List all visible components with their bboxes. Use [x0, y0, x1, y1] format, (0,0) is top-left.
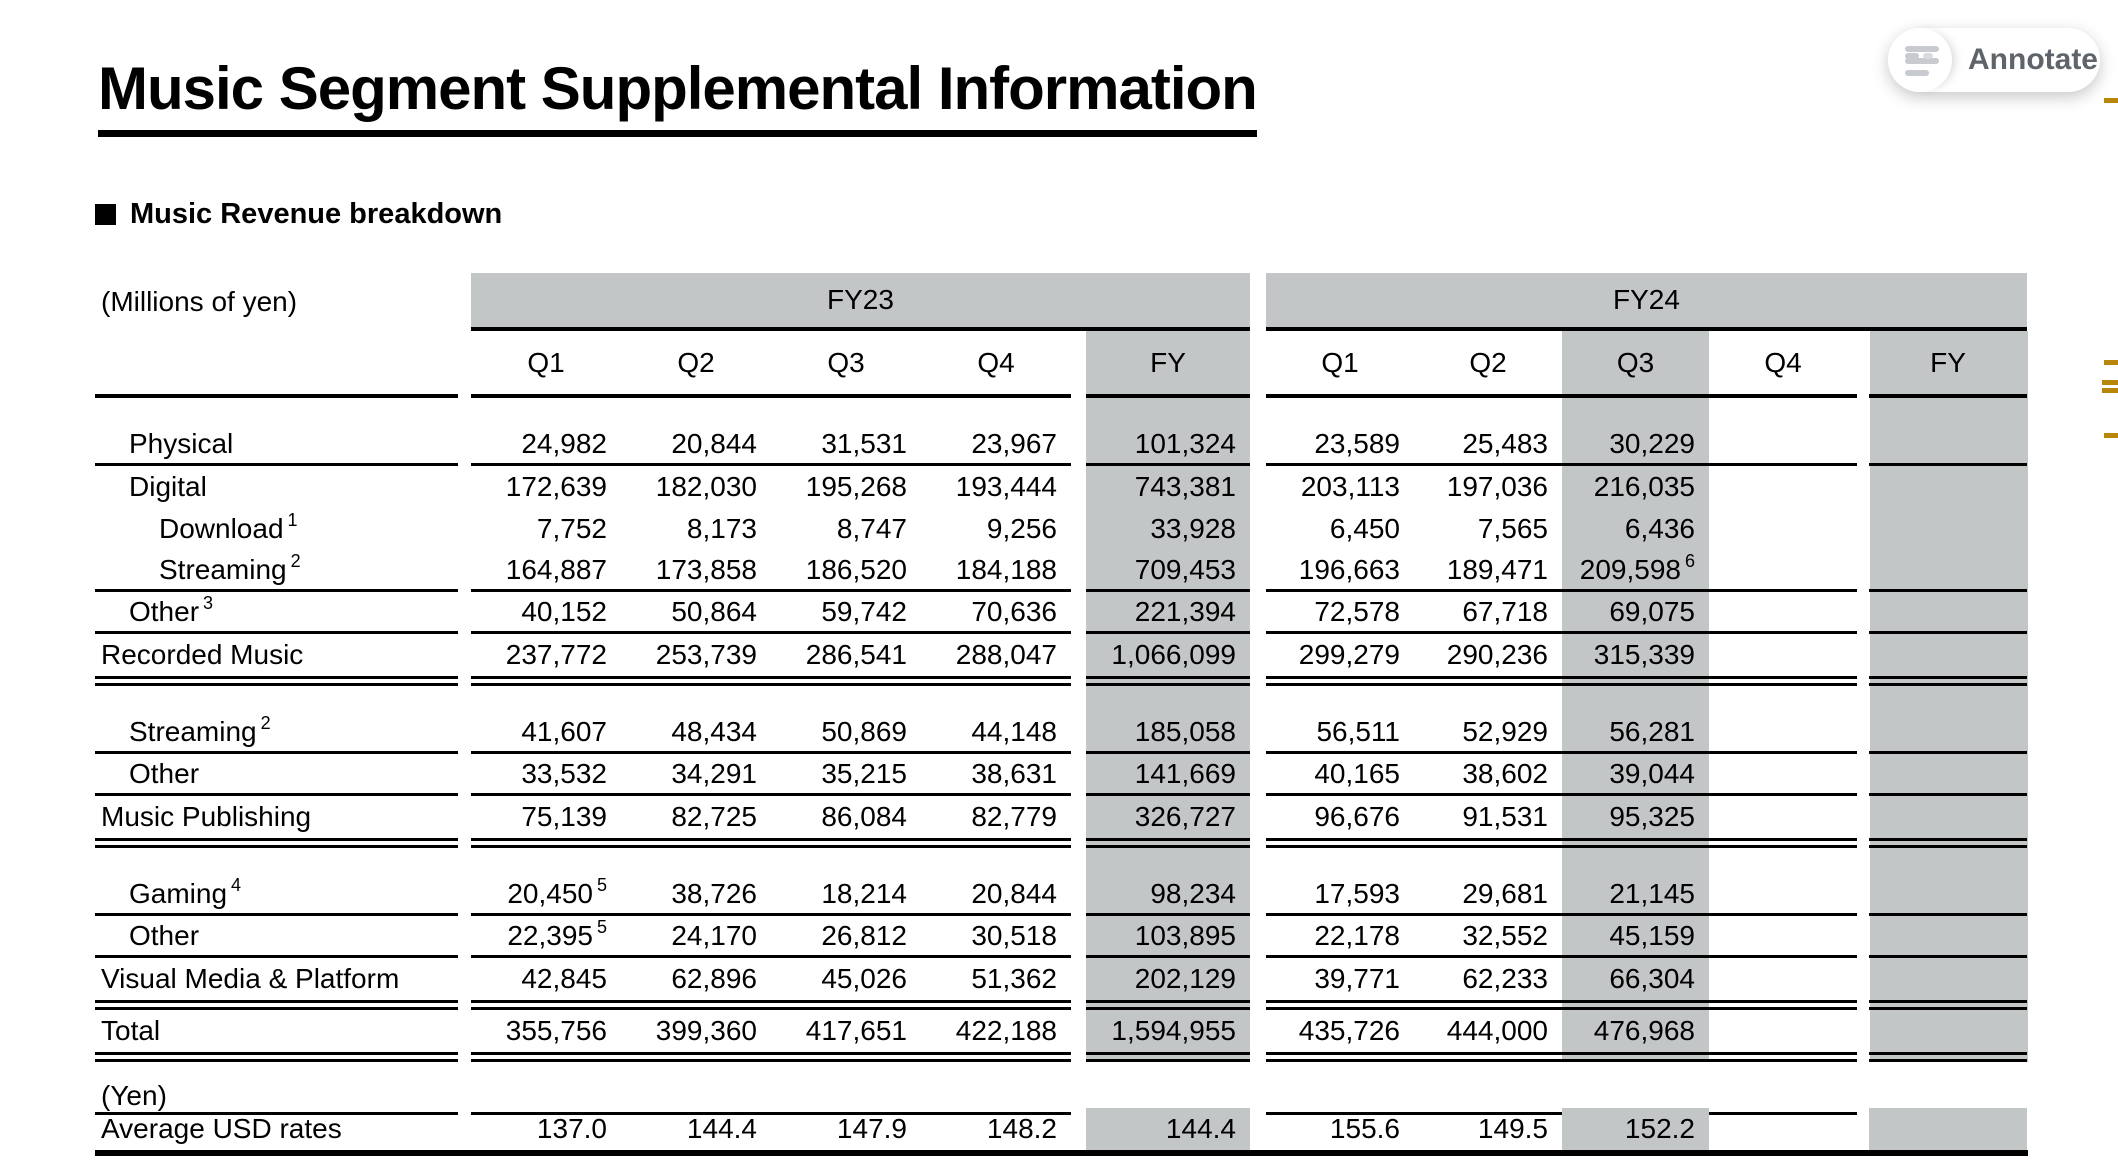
value-cell	[1869, 874, 2027, 916]
value-cell: 40,152	[471, 592, 621, 634]
spacer-row	[95, 398, 2028, 424]
gap-cell	[1071, 1010, 1086, 1062]
gap-cell	[1857, 754, 1869, 796]
gap-cell	[1857, 466, 1869, 508]
value-cell: 39,044	[1562, 754, 1709, 796]
value-cell	[1709, 796, 1857, 848]
gap-cell	[458, 958, 471, 1010]
table-column-header-row	[95, 331, 2028, 398]
value-cell	[1869, 754, 2027, 796]
value-cell: 444,000	[1414, 1010, 1562, 1062]
value-cell: 182,030	[655, 471, 757, 502]
value-cell: 144.4	[686, 1113, 757, 1144]
value-cell: 45,159	[1562, 916, 1709, 958]
value-cell: 476,968	[1562, 1010, 1709, 1062]
gap-cell	[1071, 1108, 1086, 1150]
table-row	[95, 634, 2028, 686]
value-cell: 40,165	[1266, 754, 1414, 796]
gap-cell	[1071, 466, 1086, 508]
value-cell: 42,845	[471, 958, 621, 1010]
gap-cell	[1250, 634, 1266, 686]
section-heading-label: Music Revenue breakdown	[130, 198, 503, 230]
row-label: Physical	[95, 424, 458, 466]
gap-cell	[1071, 634, 1086, 686]
value-cell: 1,066,099	[1086, 634, 1250, 686]
column-header-fy23-q4: Q4	[921, 331, 1071, 398]
value-cell: 435,726	[1266, 1010, 1414, 1062]
value-cell: 197,036	[1446, 471, 1548, 502]
value-cell: 9,256	[986, 513, 1057, 544]
value-cell	[1709, 754, 1857, 796]
gap-cell	[1857, 508, 1869, 550]
value-cell	[1869, 508, 2027, 550]
value-cell: 417,651	[771, 1010, 921, 1062]
value-cell: 30,518	[921, 916, 1071, 958]
value-cell: 17,593	[1266, 874, 1414, 916]
value-cell	[1869, 796, 2027, 848]
value-cell	[1709, 634, 1857, 686]
gap-cell	[1250, 466, 1266, 508]
value-cell: 137.0	[536, 1113, 607, 1144]
value-cell: 173,858	[621, 550, 771, 592]
row-label: Gaming $^4$	[95, 874, 458, 916]
value-cell: 67,718	[1414, 592, 1562, 634]
row-label: Streaming $^2$	[95, 550, 458, 592]
gap-cell	[1250, 958, 1266, 1010]
value-cell: 70,636	[921, 592, 1071, 634]
gap-cell	[1071, 916, 1086, 958]
value-cell: 286,541	[771, 634, 921, 686]
value-cell: 164,887	[471, 550, 621, 592]
fiscal-year-band-fy24: FY24	[1266, 273, 2027, 331]
gap-cell	[458, 466, 471, 508]
gap-cell	[458, 424, 471, 466]
value-cell: 20,844	[921, 874, 1071, 916]
value-cell: 34,291	[621, 754, 771, 796]
value-cell	[1869, 634, 2027, 686]
gap-cell	[1857, 958, 1869, 1010]
fiscal-year-band-fy23: FY23	[471, 273, 1250, 331]
gap-cell	[1857, 712, 1869, 754]
value-cell	[1869, 916, 2027, 958]
column-header-fy24-q3: Q3	[1562, 331, 1709, 398]
value-cell: 288,047	[921, 634, 1071, 686]
table-row	[95, 916, 2028, 958]
value-cell: 355,756	[471, 1010, 621, 1062]
table-row	[95, 550, 2028, 592]
value-cell: 290,236	[1414, 634, 1562, 686]
gap-cell	[1250, 273, 1266, 331]
row-label: Total	[95, 1010, 458, 1062]
value-cell: 41,607	[471, 712, 621, 754]
value-cell: 709,453	[1086, 550, 1250, 592]
value-cell: 148.2	[986, 1113, 1057, 1144]
column-header-fy23-q2: Q2	[621, 331, 771, 398]
value-cell: 75,139	[471, 796, 621, 848]
gap-cell	[458, 874, 471, 916]
revenue-table	[95, 273, 2028, 1156]
value-cell: 172,639	[505, 471, 607, 502]
gap-cell	[458, 508, 471, 550]
value-cell: 422,188	[921, 1010, 1071, 1062]
value-cell: 202,129	[1086, 958, 1250, 1010]
spacer-row	[95, 1062, 2028, 1080]
value-cell: 18,214	[771, 874, 921, 916]
value-cell: 8,747	[836, 513, 907, 544]
table-row	[95, 1010, 2028, 1062]
value-cell: 33,532	[471, 754, 621, 796]
value-cell	[1869, 466, 2027, 508]
value-cell: 35,215	[771, 754, 921, 796]
value-cell: 326,727	[1086, 796, 1250, 848]
value-cell	[1869, 550, 2027, 592]
gap-cell	[458, 1108, 471, 1150]
value-cell: 44,148	[921, 712, 1071, 754]
value-cell: 23,967	[921, 424, 1071, 466]
value-cell: 24,170	[621, 916, 771, 958]
row-label: Download $^1$	[159, 510, 298, 544]
gap-cell	[1857, 796, 1869, 848]
gap-cell	[458, 712, 471, 754]
gap-cell	[1250, 550, 1266, 592]
value-cell: 253,739	[621, 634, 771, 686]
value-cell: 72,578	[1266, 592, 1414, 634]
value-cell	[1869, 712, 2027, 754]
gap-cell	[458, 592, 471, 634]
gap-cell	[1250, 754, 1266, 796]
gap-cell	[458, 916, 471, 958]
gap-cell	[1250, 1010, 1266, 1062]
value-cell	[1869, 424, 2027, 466]
value-cell: 315,339	[1562, 634, 1709, 686]
row-label: Streaming $^2$	[95, 712, 458, 754]
gap-cell	[458, 273, 471, 331]
value-cell: 56,281	[1562, 712, 1709, 754]
value-cell: 52,929	[1414, 712, 1562, 754]
gap-cell	[1071, 874, 1086, 916]
value-cell: 141,669	[1086, 754, 1250, 796]
value-cell: 56,511	[1266, 712, 1414, 754]
value-cell: 25,483	[1414, 424, 1562, 466]
value-cell: 299,279	[1266, 634, 1414, 686]
value-cell: 195,268	[805, 471, 907, 502]
value-cell	[1709, 466, 1857, 508]
value-cell	[1709, 508, 1857, 550]
value-cell: 144.4	[1086, 1108, 1250, 1150]
row-label: Music Publishing	[95, 796, 458, 848]
value-cell: 30,229	[1562, 424, 1709, 466]
value-cell: 26,812	[771, 916, 921, 958]
spacer-row	[95, 686, 2028, 712]
gap-cell	[1250, 712, 1266, 754]
value-cell	[1709, 916, 1857, 958]
value-cell	[1869, 592, 2027, 634]
edge-mark	[2102, 380, 2118, 385]
gap-cell	[458, 331, 471, 398]
value-cell: 33,928	[1150, 513, 1236, 544]
gap-cell	[1250, 874, 1266, 916]
value-cell: 184,188	[921, 550, 1071, 592]
gap-cell	[1071, 712, 1086, 754]
value-cell: 31,531	[771, 424, 921, 466]
value-cell: 62,233	[1414, 958, 1562, 1010]
column-header-fy24-q2: Q2	[1414, 331, 1562, 398]
value-cell: 189,471	[1414, 550, 1562, 592]
table-row	[95, 592, 2028, 634]
gap-cell	[1071, 592, 1086, 634]
value-cell: 59,742	[771, 592, 921, 634]
units-label: (Millions of yen)	[101, 286, 298, 317]
column-header-fy23-q1: Q1	[471, 331, 621, 398]
value-cell	[1869, 1010, 2027, 1062]
value-cell: 8,173	[686, 513, 757, 544]
column-header-fy24-q4: Q4	[1709, 331, 1857, 398]
value-cell	[1709, 874, 1857, 916]
gap-cell	[458, 754, 471, 796]
table-row	[95, 424, 2028, 466]
usd-rates-row	[95, 1108, 2028, 1156]
value-cell	[1709, 424, 1857, 466]
table-row	[95, 466, 2028, 508]
value-cell: 50,869	[771, 712, 921, 754]
gap-cell	[458, 634, 471, 686]
edge-mark	[2104, 98, 2118, 103]
gap-cell	[1250, 1108, 1266, 1150]
value-cell: 216,035	[1593, 471, 1695, 502]
value-cell: 24,982	[471, 424, 621, 466]
gap-cell	[1071, 508, 1086, 550]
table-row	[95, 712, 2028, 754]
value-cell	[1709, 1010, 1857, 1062]
value-cell: 38,726	[621, 874, 771, 916]
value-cell: 399,360	[621, 1010, 771, 1062]
value-cell: 45,026	[771, 958, 921, 1010]
value-cell: 38,602	[1414, 754, 1562, 796]
value-cell: 203,113	[1300, 471, 1400, 502]
yen-label-row	[95, 1080, 2028, 1111]
edge-mark	[2102, 388, 2118, 393]
value-cell: 86,084	[771, 796, 921, 848]
yen-label: (Yen)	[95, 1080, 458, 1115]
value-cell: 147.9	[836, 1113, 907, 1144]
value-cell: 149.5	[1477, 1113, 1548, 1144]
value-cell	[1709, 712, 1857, 754]
value-cell: 91,531	[1414, 796, 1562, 848]
column-header-fy24-q1: Q1	[1266, 331, 1414, 398]
gap-cell	[1857, 331, 1869, 398]
value-cell: 39,771	[1266, 958, 1414, 1010]
page-title: Music Segment Supplemental Information	[98, 56, 1257, 137]
value-cell: 6,436	[1624, 513, 1695, 544]
value-cell	[1709, 550, 1857, 592]
value-cell: 20,450 $^5$	[471, 874, 621, 916]
gap-cell	[1250, 508, 1266, 550]
gap-cell	[1857, 1010, 1869, 1062]
gap-cell	[1071, 754, 1086, 796]
table-row	[95, 796, 2028, 848]
row-label: Visual Media & Platform	[95, 958, 458, 1010]
gap-cell	[1071, 331, 1086, 398]
value-cell: 1,594,955	[1086, 1010, 1250, 1062]
gap-cell	[458, 1010, 471, 1062]
gap-cell	[1857, 592, 1869, 634]
value-cell: 29,681	[1414, 874, 1562, 916]
value-cell: 48,434	[621, 712, 771, 754]
value-cell	[1869, 1108, 2027, 1150]
value-cell: 193,444	[955, 471, 1057, 502]
gap-cell	[1071, 796, 1086, 848]
value-cell: 7,565	[1477, 513, 1548, 544]
gap-cell	[1857, 424, 1869, 466]
value-cell	[1709, 958, 1857, 1010]
value-cell: 221,394	[1086, 592, 1250, 634]
value-cell: 185,058	[1086, 712, 1250, 754]
row-label: Other	[95, 754, 458, 796]
section-bullet-icon	[95, 204, 116, 225]
value-cell	[1709, 592, 1857, 634]
column-header-fy24-fy: FY	[1869, 331, 2027, 398]
table-row	[95, 874, 2028, 916]
value-cell: 50,864	[621, 592, 771, 634]
section-heading	[95, 198, 502, 231]
table-header-band-row	[95, 273, 2028, 331]
gap-cell	[1250, 592, 1266, 634]
row-label-header	[95, 331, 458, 398]
value-cell: 152.2	[1562, 1108, 1709, 1150]
gap-cell	[1857, 634, 1869, 686]
row-label: Digital	[129, 471, 207, 502]
value-cell: 155.6	[1329, 1113, 1400, 1144]
value-cell: 103,895	[1086, 916, 1250, 958]
value-cell: 22,395 $^5$	[471, 916, 621, 958]
gap-cell	[1250, 796, 1266, 848]
gap-cell	[1071, 958, 1086, 1010]
annotate-label: Annotate	[1968, 43, 2098, 76]
value-cell: 69,075	[1562, 592, 1709, 634]
value-cell: 196,663	[1266, 550, 1414, 592]
row-label: Average USD rates	[101, 1113, 342, 1144]
value-cell: 743,381	[1134, 471, 1236, 502]
column-header-fy23-fy: FY	[1086, 331, 1250, 398]
spacer-row	[95, 848, 2028, 874]
gap-cell	[1250, 424, 1266, 466]
value-cell	[1709, 1108, 1857, 1150]
gap-cell	[1857, 874, 1869, 916]
row-label: Other $^3$	[95, 592, 458, 634]
value-cell: 66,304	[1562, 958, 1709, 1010]
gap-cell	[458, 550, 471, 592]
table-row	[95, 958, 2028, 1010]
gap-cell	[1250, 916, 1266, 958]
edge-mark	[2104, 433, 2118, 438]
value-cell: 20,844	[621, 424, 771, 466]
value-cell: 96,676	[1266, 796, 1414, 848]
gap-cell	[1071, 550, 1086, 592]
row-label: Recorded Music	[95, 634, 458, 686]
value-cell: 62,896	[621, 958, 771, 1010]
row-label: Other	[95, 916, 458, 958]
value-cell: 98,234	[1086, 874, 1250, 916]
gap-cell	[1857, 916, 1869, 958]
value-cell: 95,325	[1562, 796, 1709, 848]
value-cell	[1869, 958, 2027, 1010]
edge-mark	[2104, 360, 2118, 365]
value-cell: 23,589	[1266, 424, 1414, 466]
gap-cell	[1857, 550, 1869, 592]
gap-cell	[458, 796, 471, 848]
value-cell: 209,598 $^6$	[1562, 550, 1709, 592]
column-header-fy23-q3: Q3	[771, 331, 921, 398]
value-cell: 6,450	[1329, 513, 1400, 544]
value-cell: 237,772	[471, 634, 621, 686]
value-cell: 21,145	[1562, 874, 1709, 916]
value-cell: 51,362	[921, 958, 1071, 1010]
gap-cell	[1857, 1108, 1869, 1150]
value-cell: 7,752	[536, 513, 607, 544]
gap-cell	[1071, 424, 1086, 466]
annotate-button[interactable]	[1888, 28, 2100, 92]
value-cell: 82,779	[921, 796, 1071, 848]
table-row	[95, 754, 2028, 796]
gap-cell	[1250, 331, 1266, 398]
value-cell: 186,520	[771, 550, 921, 592]
value-cell: 101,324	[1086, 424, 1250, 466]
value-cell: 38,631	[921, 754, 1071, 796]
annotate-icon-disc	[1888, 28, 1952, 92]
value-cell: 32,552	[1414, 916, 1562, 958]
table-row	[95, 508, 2028, 550]
annotate-lines-icon	[1905, 46, 1939, 82]
value-cell: 22,178	[1266, 916, 1414, 958]
value-cell: 82,725	[621, 796, 771, 848]
